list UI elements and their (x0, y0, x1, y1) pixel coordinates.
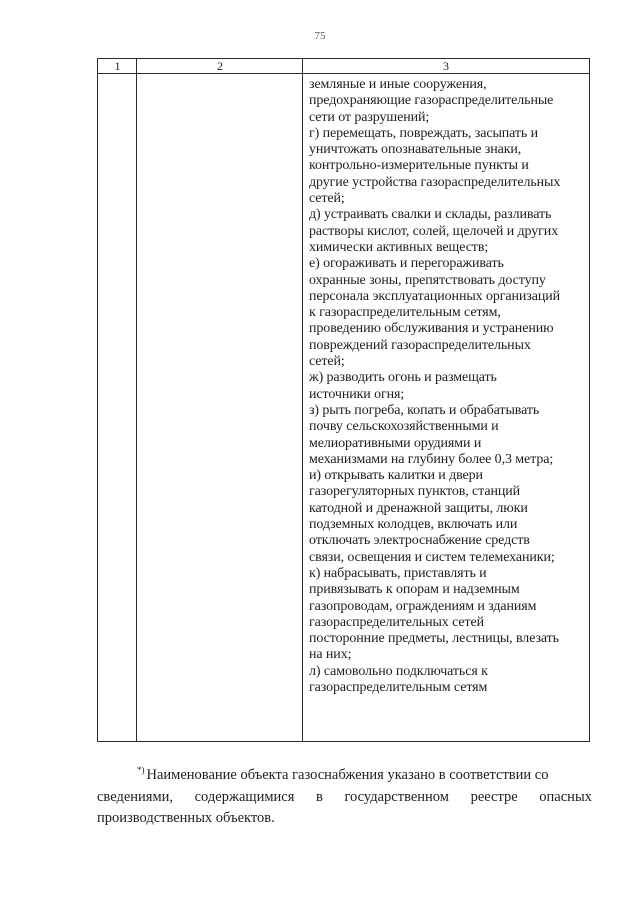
column-3-line: земляные и иные сооружения, (309, 77, 487, 92)
column-3-line: источники огня; (309, 386, 405, 402)
footnote-word: содержащимися (194, 788, 295, 805)
column-3-line: и) открывать калитки и двери (309, 468, 483, 484)
footnote-marker: *) (137, 765, 145, 775)
column-3-line: уничтожать опознавательные знаки, (309, 142, 522, 158)
column-3-text (309, 77, 589, 741)
header-col-3: 3 (443, 59, 449, 73)
column-3-line: связи, освещения и систем телемеханики; (309, 549, 555, 565)
column-3-line: повреждений газораспределительных (309, 337, 531, 353)
column-3-line: з) рыть погреба, копать и обрабатывать (309, 402, 540, 418)
column-3-line: ж) разводить огонь и размещать (309, 370, 497, 386)
column-3-line: проведению обслуживания и устранению (309, 321, 554, 337)
footnote-word: опасных (539, 788, 592, 805)
column-3-line: почву сельскохозяйственными и (309, 419, 499, 435)
column-3-line: предохраняющие газораспределительные (309, 93, 554, 109)
column-3-line: другие устройства газораспределительных (309, 174, 561, 190)
column-3-line: г) перемещать, повреждать, засыпать и (309, 125, 539, 141)
column-3-line: привязывать к опорам и надземным (309, 582, 520, 598)
footnote-line-1: *) Наименование объекта газоснабжения указано в соответствии со (137, 765, 549, 783)
column-3-line: посторонние предметы, лестницы, влезать (309, 631, 559, 647)
column-3-line: сетей; (309, 354, 345, 370)
column-3-line: к) набрасывать, приставлять и (309, 565, 487, 581)
column-3-line: отключать электроснабжение средств (309, 533, 530, 549)
column-3-line: д) устраивать свалки и склады, разливать (309, 207, 552, 223)
footnote-line-2 (97, 787, 592, 809)
column-3-line: газорегуляторных пунктов, станций (309, 484, 521, 500)
column-3-line: растворы кислот, солей, щелочей и других (309, 223, 559, 239)
footnote-word: в (316, 788, 323, 805)
column-3-line: сетей; (309, 191, 345, 207)
column-3-line: мелиоративными орудиями и (309, 435, 482, 451)
column-divider-1 (136, 59, 137, 741)
column-3-line: газораспределительных сетей (309, 614, 484, 630)
column-3-line: химически активных веществ; (309, 239, 489, 255)
footnote-word: реестре (470, 788, 518, 805)
requirements-table (97, 58, 590, 742)
column-3-line: охранные зоны, препятствовать доступу (309, 272, 546, 288)
column-3-line: катодной и дренажной защиты, люки (309, 500, 528, 516)
column-3-line: е) огораживать и перегораживать (309, 256, 504, 272)
header-col-1: 1 (114, 59, 121, 73)
column-3-line: сети от разрушений; (309, 109, 430, 125)
column-3-line: подземных колодцев, включать или (309, 517, 518, 533)
column-3-line: контрольно-измерительные пункты и (309, 158, 529, 174)
page-number: 75 (314, 30, 326, 42)
column-3-line: газораспределительным сетям (309, 679, 488, 695)
footnote (97, 760, 592, 830)
header-col-2: 2 (217, 59, 223, 73)
column-3-line: л) самовольно подключаться к (309, 663, 488, 679)
column-3-line: газопроводам, ограждениям и зданиям (309, 598, 537, 614)
footnote-word: сведениями, (97, 788, 174, 805)
footnote-line-3: производственных объектов. (97, 810, 275, 826)
column-3-line: на них; (309, 647, 352, 663)
column-3-line: персонала эксплуатационных организаций (309, 288, 561, 304)
table-header-row (98, 59, 589, 74)
column-3-line: механизмами на глубину более 0,3 метра; (309, 451, 554, 467)
footnote-word: государственном (344, 788, 449, 805)
column-3-line: к газораспределительным сетям, (309, 305, 501, 321)
column-divider-2 (302, 59, 303, 741)
